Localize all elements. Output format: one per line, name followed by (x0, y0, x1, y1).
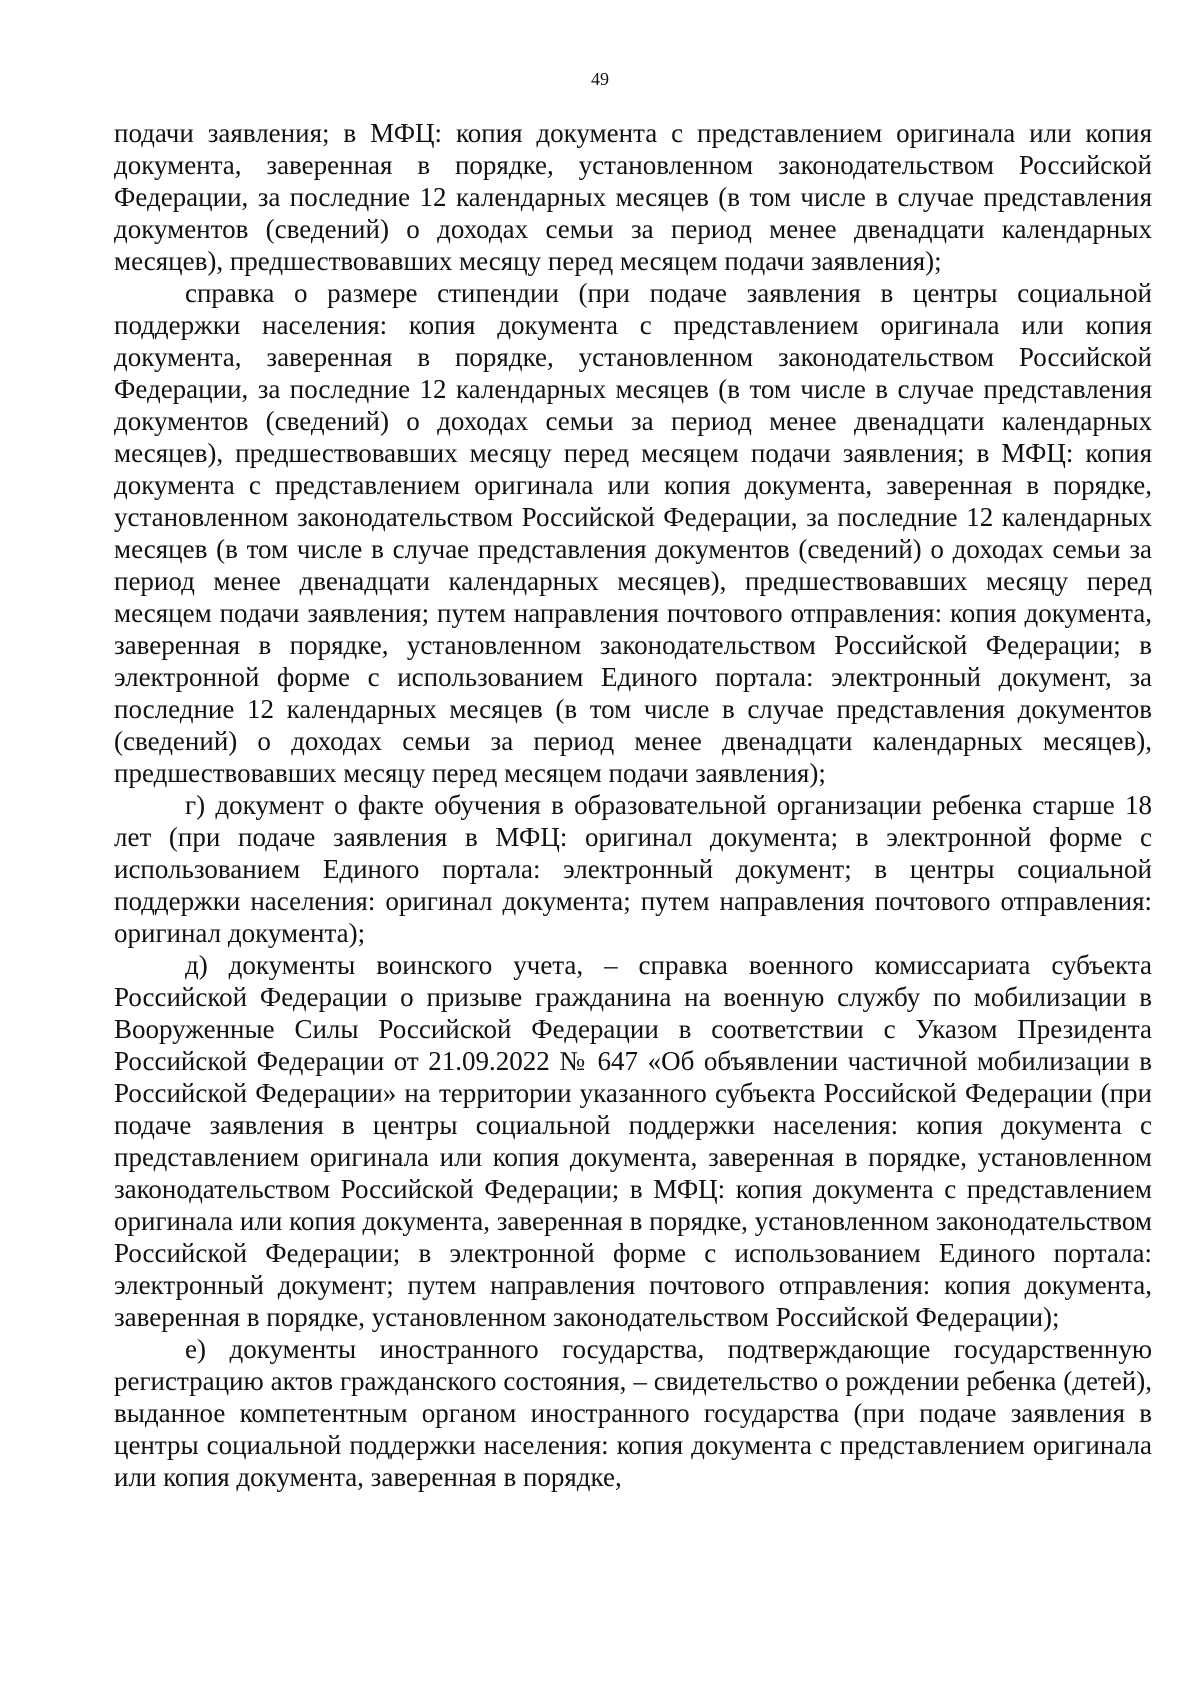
document-body (114, 117, 1152, 1493)
paragraph-item-d: д) документы воинского учета, – справка военного комиссариата субъекта Российской Федерации о призыве гражданина на военную службу по мобилизации в Вооруженные Силы Российской Федерации в соответствии с Указом Президента Российской Федерации от 21.09.2022 № 647 «Об объявлении частичной мобилизации в Российской Федерации» на территории указанного субъекта Российской Федерации (при подаче заявления в центры социальной поддержки населения: копия документа с представлением оригинала или копия документа, заверенная в порядке, установленном законодательством Российской Федерации; в МФЦ: копия документа с представлением оригинала или копия документа, заверенная в порядке, установленном законодательством Российской Федерации; в электронной форме с использованием Единого портала: электронный документ; путем направления почтового отправления: копия документа, заверенная в порядке, установленном законодательством Российской Федерации); (114, 950, 1152, 1332)
paragraph-item-e: е) документы иностранного государства, подтверждающие государственную регистрацию актов гражданского состояния, – свидетельство о рождении ребенка (детей), выданное компетентным органом иностранного государства (при подаче заявления в центры социальной поддержки населения: копия документа с представлением оригинала или копия документа, заверенная в порядке, (114, 1334, 1152, 1492)
paragraph-stipend-certificate: справка о размере стипендии (при подаче заявления в центры социальной поддержки населения: копия документа с представлением оригинала или копия документа, заверенная в порядке, установленном законодательством Российской Федерации, за последние 12 календарных месяцев (в том числе в случае представления документов (сведений) о доходах семьи за период менее двенадцати календарных месяцев), предшествовавших месяцу перед месяцем подачи заявления; в МФЦ: копия документа с представлением оригинала или копия документа, заверенная в порядке, установленном законодательством Российской Федерации, за последние 12 календарных месяцев (в том числе в случае представления документов (сведений) о доходах семьи за период менее двенадцати календарных месяцев), предшествовавших месяцу перед месяцем подачи заявления; путем направления почтового отправления: копия документа, заверенная в порядке, установленном законодательством Российской Федерации; в электронной форме с использованием Единого портала: электронный документ, за последние 12 календарных месяцев (в том числе в случае представления документов (сведений) о доходах семьи за период менее двенадцати календарных месяцев), предшествовавших месяцу перед месяцем подачи заявления); (114, 278, 1152, 788)
paragraph-continuation: подачи заявления; в МФЦ: копия документа с представлением оригинала или копия документа, заверенная в порядке, установленном законодательством Российской Федерации, за последние 12 календарных месяцев (в том числе в случае представления документов (сведений) о доходах семьи за период менее двенадцати календарных месяцев), предшествовавших месяцу перед месяцем подачи заявления); (114, 118, 1152, 276)
paragraph-item-g: г) документ о факте обучения в образовательной организации ребенка старше 18 лет (при подаче заявления в МФЦ: оригинал документа; в электронной форме с использованием Единого портала: электронный документ; в центры социальной поддержки населения: оригинал документа; путем направления почтового отправления: оригинал документа); (114, 790, 1152, 948)
page-number: 49 (591, 69, 609, 89)
